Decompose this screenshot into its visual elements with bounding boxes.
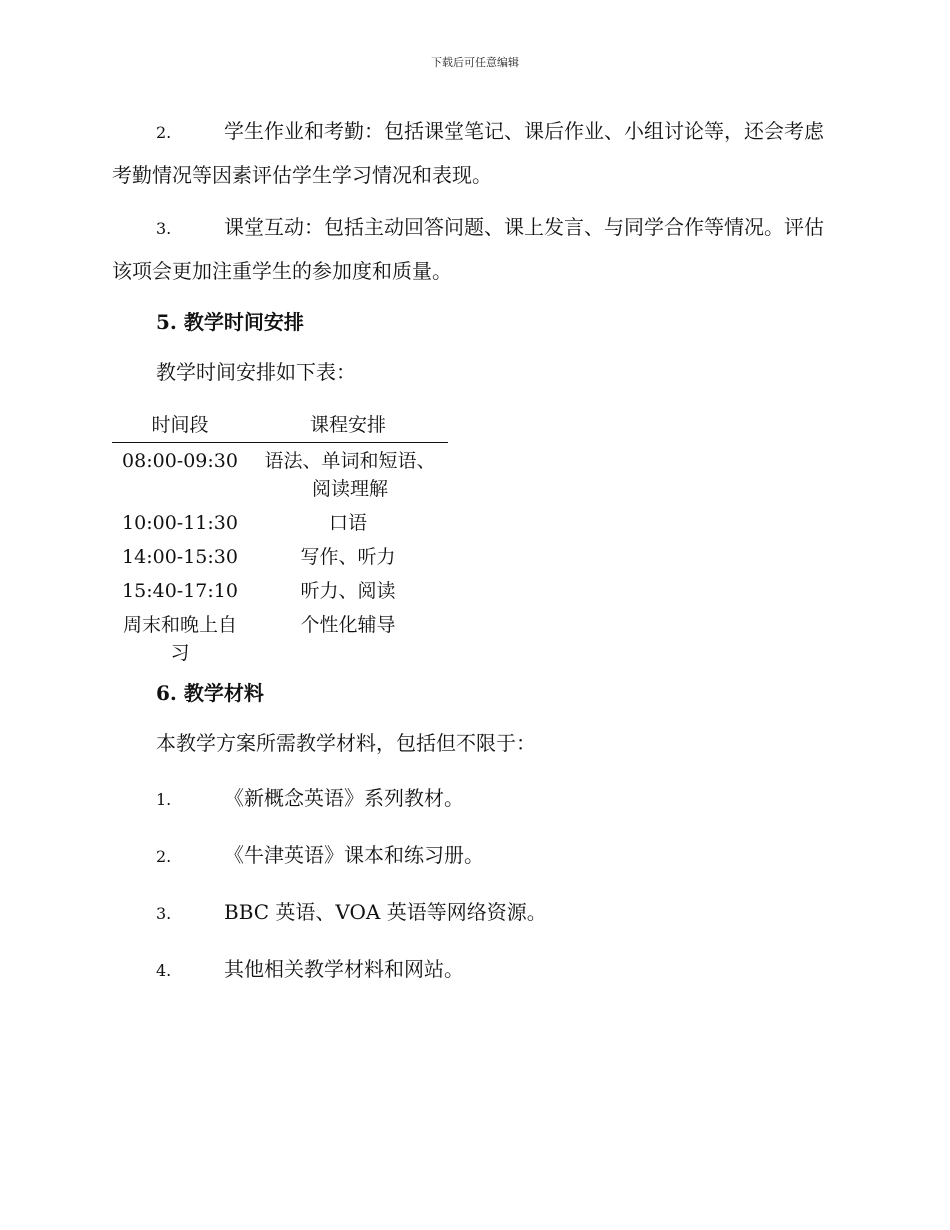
page-header: 下载后可任意编辑	[431, 56, 519, 69]
item-number: 3.	[156, 904, 172, 923]
item-number: 3.	[156, 219, 172, 238]
schedule-table	[112, 412, 448, 669]
section-6-heading: 6. 教学材料	[156, 681, 264, 705]
item-text: BBC 英语、VOA 英语等网络资源。	[224, 900, 547, 924]
item-number: 4.	[156, 961, 172, 980]
material-item-4	[112, 955, 834, 985]
table-header-time: 时间段	[112, 412, 248, 443]
item-text: 学生作业和考勤：包括课堂笔记、课后作业、小组讨论等，还会考虑考勤情况等因素评估学生学习情况和表现。	[112, 119, 824, 187]
table-header-course: 课程安排	[248, 412, 448, 443]
item-text: 其他相关教学材料和网站。	[224, 957, 464, 981]
table-header-row	[112, 412, 448, 443]
table-row	[112, 505, 448, 539]
section-5-heading: 5. 教学时间安排	[156, 310, 304, 334]
table-cell-time: 10:00-11:30	[122, 512, 238, 534]
table-cell-course: 口语	[328, 512, 367, 534]
table-row	[112, 443, 448, 506]
table-cell-time: 08:00-09:30	[122, 450, 238, 472]
item-text: 《牛津英语》课本和练习册。	[224, 843, 484, 867]
table-cell-course: 写作、听力	[300, 546, 396, 568]
table-cell-course: 听力、阅读	[300, 580, 396, 602]
table-cell-course: 语法、单词和短语、阅读理解	[264, 450, 436, 500]
item-number: 2.	[156, 123, 172, 142]
item-number: 1.	[156, 790, 172, 809]
table-cell-time: 14:00-15:30	[122, 546, 238, 568]
assessment-item-2	[112, 110, 834, 196]
material-item-1	[112, 784, 834, 814]
item-text: 课堂互动：包括主动回答问题、课上发言、与同学合作等情况。评估该项会更加注重学生的参加度和质量。	[112, 215, 824, 283]
table-cell-time: 周末和晚上自习	[122, 614, 237, 664]
table-row	[112, 573, 448, 607]
material-item-2	[112, 841, 834, 871]
section-5-intro: 教学时间安排如下表：	[156, 360, 356, 384]
table-cell-time: 15:40-17:10	[122, 580, 238, 602]
section-6-intro: 本教学方案所需教学材料，包括但不限于：	[156, 731, 536, 755]
table-row	[112, 539, 448, 573]
item-number: 2.	[156, 847, 172, 866]
table-row	[112, 607, 448, 669]
table-cell-course: 个性化辅导	[300, 614, 396, 636]
assessment-item-3	[112, 206, 834, 292]
item-text: 《新概念英语》系列教材。	[224, 786, 464, 810]
material-item-3	[112, 898, 834, 928]
document-body	[112, 110, 834, 1012]
